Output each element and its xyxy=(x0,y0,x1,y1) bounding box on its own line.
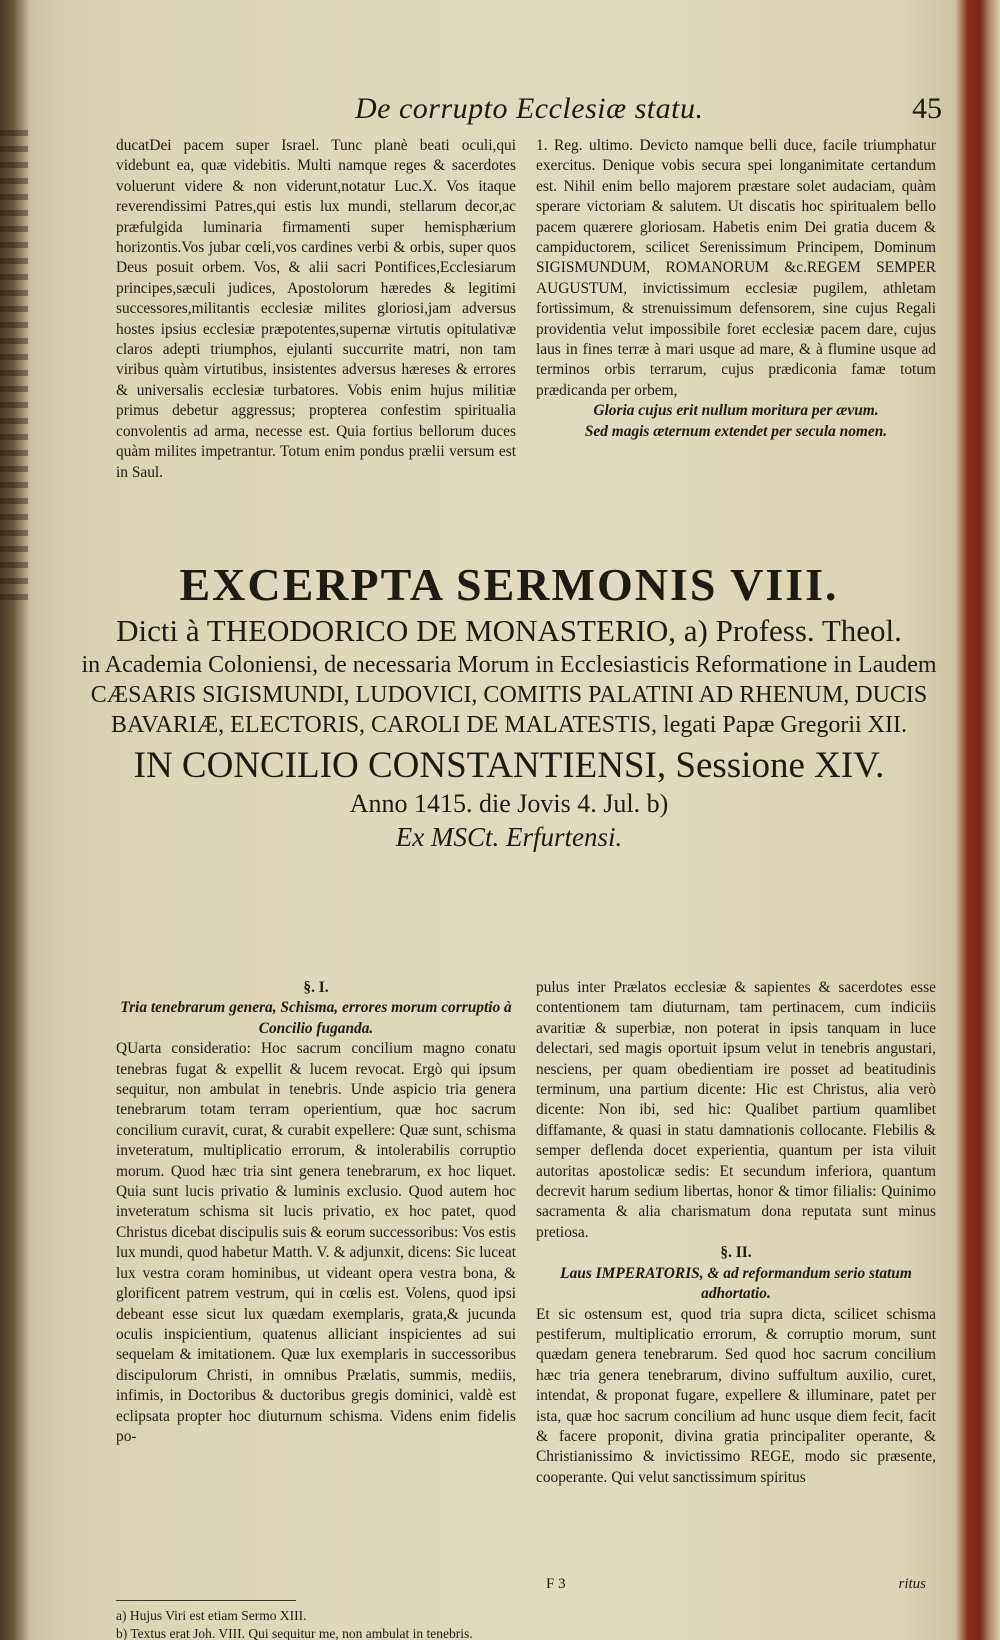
verse-line: Gloria cujus erit nullum moritura per ævum. xyxy=(593,402,879,420)
signature-mark: F 3 xyxy=(546,1576,566,1592)
footnotes xyxy=(116,1600,876,1640)
page-number: 45 xyxy=(912,92,942,125)
paragraph: ducatDei pacem super Israel. Tunc planè beati oculi,qui videbunt ea, quæ videbitis. Multi namque reges & sacerdotes voluerunt videre & non viderunt,notatur Luc.X. Vos itaque reverendissimi Patres,qui estis lux mundi, stellarum decor,ac præfulgida luminaria firmamenti super hemisphærium horizontis.Vos jubar cœli,vos cardines verbi & orbis, super quos Deus posuit orbem. Vos, & alii sacri Pontifices,Ecclesiarum principes,sæculi judices, Apostolorum hæredes & legitimi successores,militantis ecclesiæ milites gloriosi,jam adversus hostes ipsius ecclesiæ præpotentes,supernæ virtutis opitulativæ claros adepti triumphos, ejulanti succurrite matri, non tam viribus quàm virtutibus, insistentes adversus hæreses & errores & universalis ecclesiæ turbatores. Vobis enim hujus militiæ primus debetur aggressus; propterea confestim spiritualia convolentis ad arma, necesse est. Quia fortius bellorum duces quàm milites impetrantur. Totum enim pondus prælii versum est in Saul. xyxy=(116,137,516,481)
running-title: De corrupto Ecclesiæ statu. xyxy=(355,92,704,125)
paragraph: pulus inter Prælatos ecclesiæ & sapientes & sacerdotes esse contentionem tam diuturnam, tam pertinacem, cum indiciis avaritiæ & superbiæ, non poterat in ipsis tanquam in luce delectari, sed magis oportuit ipsum velut in tenebris angustari, nesciens, per quam obedientiam ire posset ad beatitudinis terminum, una partium dicente: Hic est Christus, alia verò dicente: Non ibi, sed hic: Qualibet partium quamlibet diffamante, & quasi in statu damnationis collocante. Flebilis & semper deflenda docet experientia, quantum per ista viluit autoritas apostolicæ sedis: Et secundum inferiora, quantum decrevit harum sedium libertas, honor & timor filialis: Quinimo sacramenta & alia charismatum dona reputata sunt minus pretiosa. xyxy=(536,979,936,1241)
section-number: §. II. xyxy=(720,1244,752,1262)
footnote-rule xyxy=(116,1600,296,1601)
top-right-column xyxy=(536,136,936,442)
section-number: §. I. xyxy=(303,979,329,996)
bottom-right-column xyxy=(536,978,936,1488)
paragraph: Et sic ostensum est, quod tria supra dicta, scilicet schisma pestiferum, multiplicatio errorum, & corruptio morum, sunt quædam genera tenebrarum. Sed quod hoc sacrum concilium hæc tria genera tenebrarum, divino suffultum auxilio, curet, intendat, & proponat fugare, expellere & illuminare, patet per ista, quæ hoc sacrum concilium ad hunc usque diem fecit, facit & facere proponit, divina gratia principaliter operante, & Christianissimo & invictissimo REGE, modo sic præsente, cooperante. Qui velut sanctissimum spiritus xyxy=(536,1305,936,1486)
footnote: a) Hujus Viri est etiam Sermo XIII. xyxy=(116,1608,307,1623)
catchword: ritus xyxy=(898,1576,926,1592)
paragraph: QUarta consideratio: Hoc sacrum concilium magno conatu tenebras fugat & expellit & lucem revocat. Ergò qui ipsum sequitur, non ambulat in tenebris. Unde aspicio tria genera tenebrarum totam terram operientium, quæ hoc sacrum concilium curavit, curat, & curabit expellere: Quæ sunt, schisma inveteratum, multiplicatio errorum, & intolerabilis corruptio morum. Quod hæc tria sint genera tenebrarum, ex hoc liquet. Quia sunt lucis privatio & luminis exclusio. Quod autem hoc inveteratum schisma sit lucis privatio, ex hoc patet, quod Christus dicebat discipulis suis & eorum successoribus: Vos estis lux mundi, quod habetur Matth. V. & adjunxit, dicens: Sic luceat lux vestra coram hominibus, ut videant opera vestra bona, & glorificent patrem vestrum, qui in cœlis est. Volens, quod ipsi debeant esse sicut lux quædam exemplaris, grata,& jucunda oculis inspicientium, quatenus alliciant inspicientes ad sui sequelam & imitationem. Quæ lux exemplaris in successoribus discipulorum Christi, in omnibus Prælatis, summis, mediis, infimis, in Doctoribus & ductoribus gregis dominici, valdè est eclipsata propter hoc diuturnum schisma. Videns enim fidelis po- xyxy=(116,1040,516,1445)
sermon-title-block xyxy=(70,558,948,854)
occasion-line: in Academia Coloniensi, de necessaria Morum in Ecclesiasticis Reformatione in Laudem CÆSARIS SIGISMUNDI, LUDOVICI, COMITIS PALATINI AD RHENUM, DUCIS BAVARIÆ, ELECTORIS, CAROLI DE MALATESTIS, legati Papæ Gregorii XII. xyxy=(81,652,937,738)
section-heading: Laus IMPERATORIS, & ad reformandum serio statum adhortatio. xyxy=(560,1264,912,1303)
top-left-column xyxy=(116,136,516,483)
footnote: b) Textus erat Joh. VIII. Qui sequitur me, non ambulat in tenebris. xyxy=(116,1626,473,1640)
sermon-title: EXCERPTA SERMONIS VIII. xyxy=(179,559,839,610)
facing-page-edge xyxy=(0,130,28,600)
bottom-left-column xyxy=(116,978,516,1447)
council-line: IN CONCILIO CONSTANTIENSI, Sessione XIV. xyxy=(133,745,885,786)
page-header xyxy=(70,92,948,134)
author-line: Dicti à THEODORICO DE MONASTERIO, a) Profess. Theol. xyxy=(116,613,902,648)
book-page xyxy=(70,92,948,1640)
source-line: Ex MSCt. Erfurtensi. xyxy=(395,822,623,852)
paragraph: 1. Reg. ultimo. Devicto namque belli duce, facile triumphatur exercitus. Denique vobis secura spei longanimitate certandum est. Nihil enim bello majorem præstare solet audaciam, quàm sperare victoriam & salutem. Ut discatis hoc spiritualem bello pacem quærere gloriosam. Habetis enim Dei gratia ducem & campiductorem, scilicet Serenissimum Principem, Dominum SIGISMUNDUM, ROMANORUM &c.REGEM SEMPER AUGUSTUM, invictissimum ecclesiæ pugilem, athletam fortissimum, & strenuissimum defensorem, sine cujus Regali providentia velut impossibile foret ecclesiæ pacem dare, cujus laus in fines terræ à mari usque ad mare, & à flumine usque ad terminos orbis terrarum, cujus prædiconia famæ totum prædicanda per orbem, xyxy=(536,137,936,399)
date-line: Anno 1415. die Jovis 4. Jul. b) xyxy=(349,789,669,818)
verse-line: Sed magis æternum extendet per secula nomen. xyxy=(584,422,888,440)
section-heading: Tria tenebrarum genera, Schisma, errores morum corruptio à Concilio fuganda. xyxy=(120,999,512,1037)
